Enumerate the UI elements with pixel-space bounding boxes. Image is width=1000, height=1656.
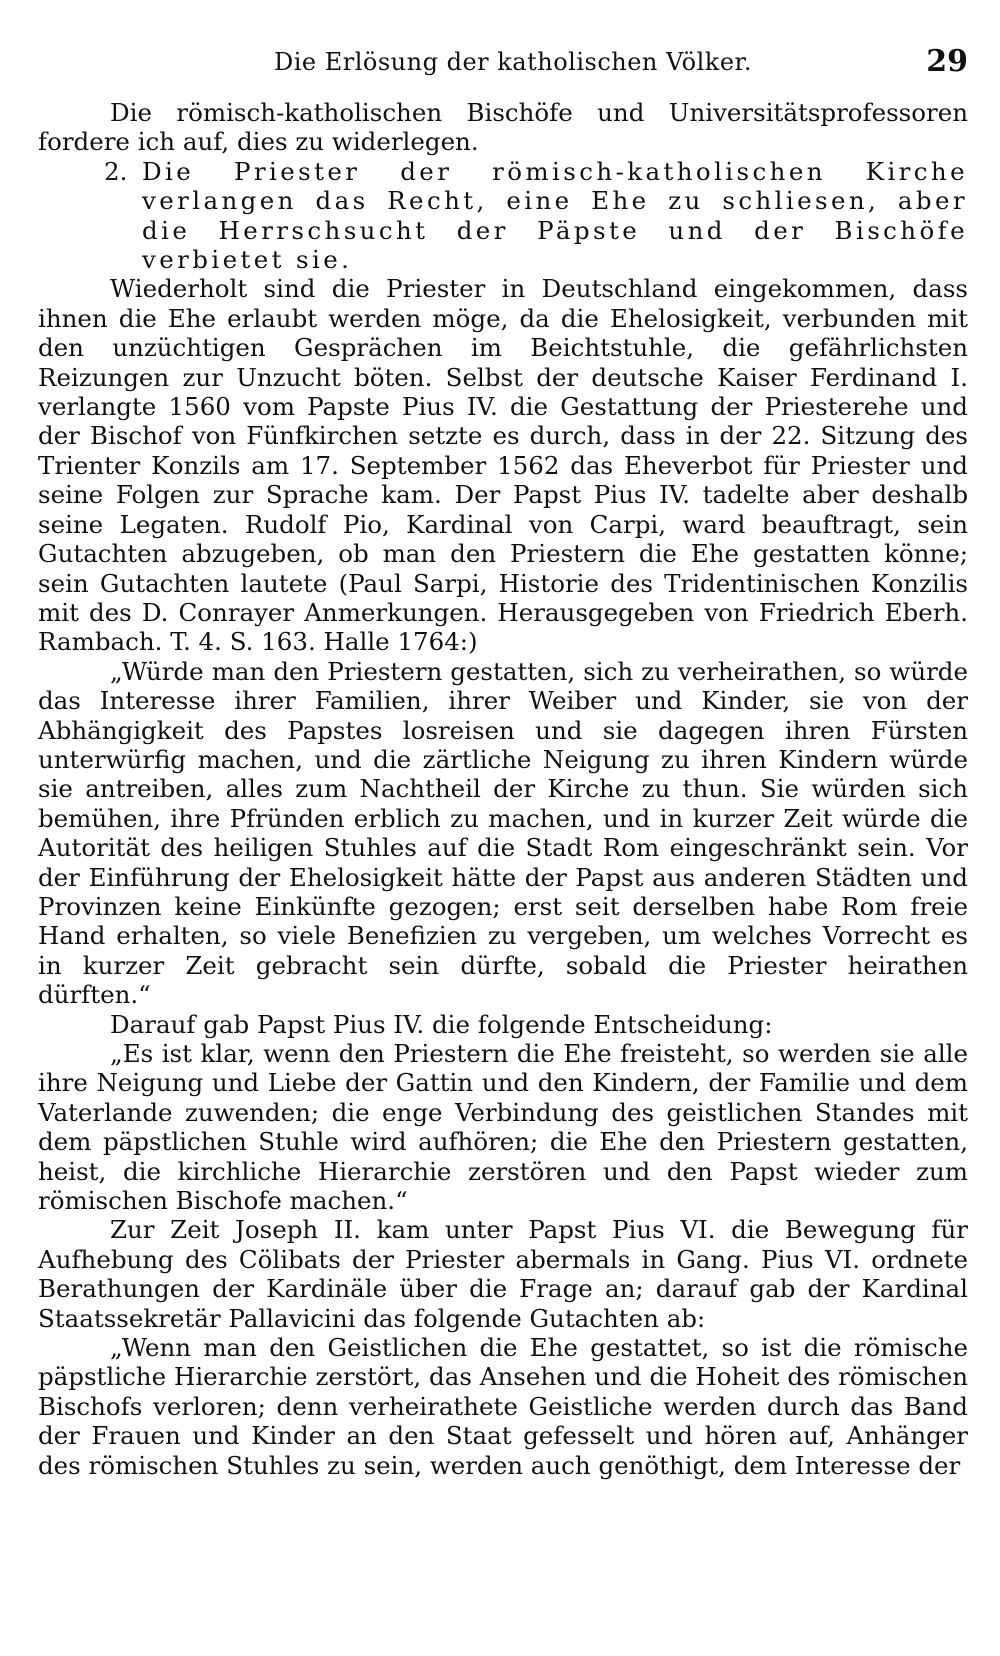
paragraph-challenge: Die römisch-katholischen Bischöfe und Universitätsprofessoren fordere ich auf, dies zu widerlegen.	[38, 98, 968, 157]
quote-pallavicini: „Wenn man den Geistlichen die Ehe gestattet, so ist die römische päpstliche Hierarchie zerstört, das Ansehen und die Hoheit des römischen Bischofs verloren; denn verheirathete Geistliche werden durch das Band der Frauen und Kinder an den Staat gefesselt und hören auf, Anhänger des römischen Stuhles zu sein, werden auch genöthigt, dem Interesse der	[38, 1333, 968, 1480]
book-page	[38, 40, 968, 1640]
page-number: 29	[926, 44, 968, 79]
paragraph-joseph-ii: Zur Zeit Joseph II. kam unter Papst Pius VI. die Bewegung für Aufhebung des Cölibats der Priester abermals in Gang. Pius VI. ordnete Berathungen der Kardinäle über die Frage an; darauf gab der Kardinal Staatssekretär Pallavicini das folgende Gutachten ab:	[38, 1215, 968, 1333]
quote-pope-pius-iv: „Es ist klar, wenn den Priestern die Ehe freisteht, so werden sie alle ihre Neigung und Liebe der Gattin und den Kindern, der Familie und dem Vaterlande zuwenden; die enge Verbindung des geistlichen Standes mit dem päpstlichen Stuhle wird aufhören; die Ehe den Priestern gestatten, heist, die kirchliche Hierarchie zerstören und den Papst wieder zum römischen Bischofe machen.“	[38, 1039, 968, 1216]
paragraph-history: Wiederholt sind die Priester in Deutschland eingekommen, dass ihnen die Ehe erlaubt werden möge, da die Ehelosigkeit, verbunden mit den unzüchtigen Gesprächen im Beichtstuhle, die gefährlichsten Reizungen zur Unzucht böten. Selbst der deutsche Kaiser Ferdinand I. verlangte 1560 vom Papste Pius IV. die Gestattung der Priesterehe und der Bischof von Fünfkirchen setzte es durch, dass in der 22. Sitzung des Trienter Konzils am 17. September 1562 das Eheverbot für Priester und seine Folgen zur Sprache kam. Der Papst Pius IV. tadelte aber deshalb seine Legaten. Rudolf Pio, Kardinal von Carpi, ward beauftragt, sein Gutachten abzugeben, ob man den Priestern die Ehe gestatten könne; sein Gutachten lautete (Paul Sarpi, Historie des Tridentinischen Konzilis mit des D. Conrayer Anmerkungen. Herausgegeben von Friedrich Eberh. Rambach. T. 4. S. 163. Halle 1764:)	[38, 274, 968, 657]
running-title: Die Erlösung der katholischen Völker.	[274, 48, 752, 76]
thesis-text: Die Priester der römisch-katholischen Kirche verlangen das Recht, eine Ehe zu schliesen, aber die Herrschsucht der Päpste und der Bischöfe verbietet sie.	[142, 156, 968, 275]
quote-cardinal-carpi: „Würde man den Priestern gestatten, sich zu verheirathen, so würde das Interesse ihrer Familien, ihrer Weiber und Kinder, sie von der Abhängigkeit des Papstes losreisen und sie dagegen ihren Fürsten unterwürfig machen, und die zärtliche Neigung zu ihren Kindern würde sie antreiben, alles zum Nachtheil der Kirche zu thun. Sie würden sich bemühen, ihre Pfründen erblich zu machen, und in kurzer Zeit würde die Autorität des heiligen Stuhles auf die Stadt Rom eingeschränkt sein. Vor der Einführung der Ehelosigkeit hätte der Papst aus anderen Städten und Provinzen keine Einkünfte gezogen; erst seit derselben habe Rom freie Hand erhalten, so viele Benefizien zu vergeben, um welches Vorrecht es in kurzer Zeit gebracht sein dürfte, sobald die Priester heirathen dürften.“	[38, 656, 968, 1010]
thesis-number: 2.	[104, 156, 128, 186]
thesis-statement	[104, 156, 968, 275]
page-header	[38, 40, 968, 80]
paragraph-pope-decision-intro: Darauf gab Papst Pius IV. die folgende Entscheidung:	[110, 1009, 773, 1039]
